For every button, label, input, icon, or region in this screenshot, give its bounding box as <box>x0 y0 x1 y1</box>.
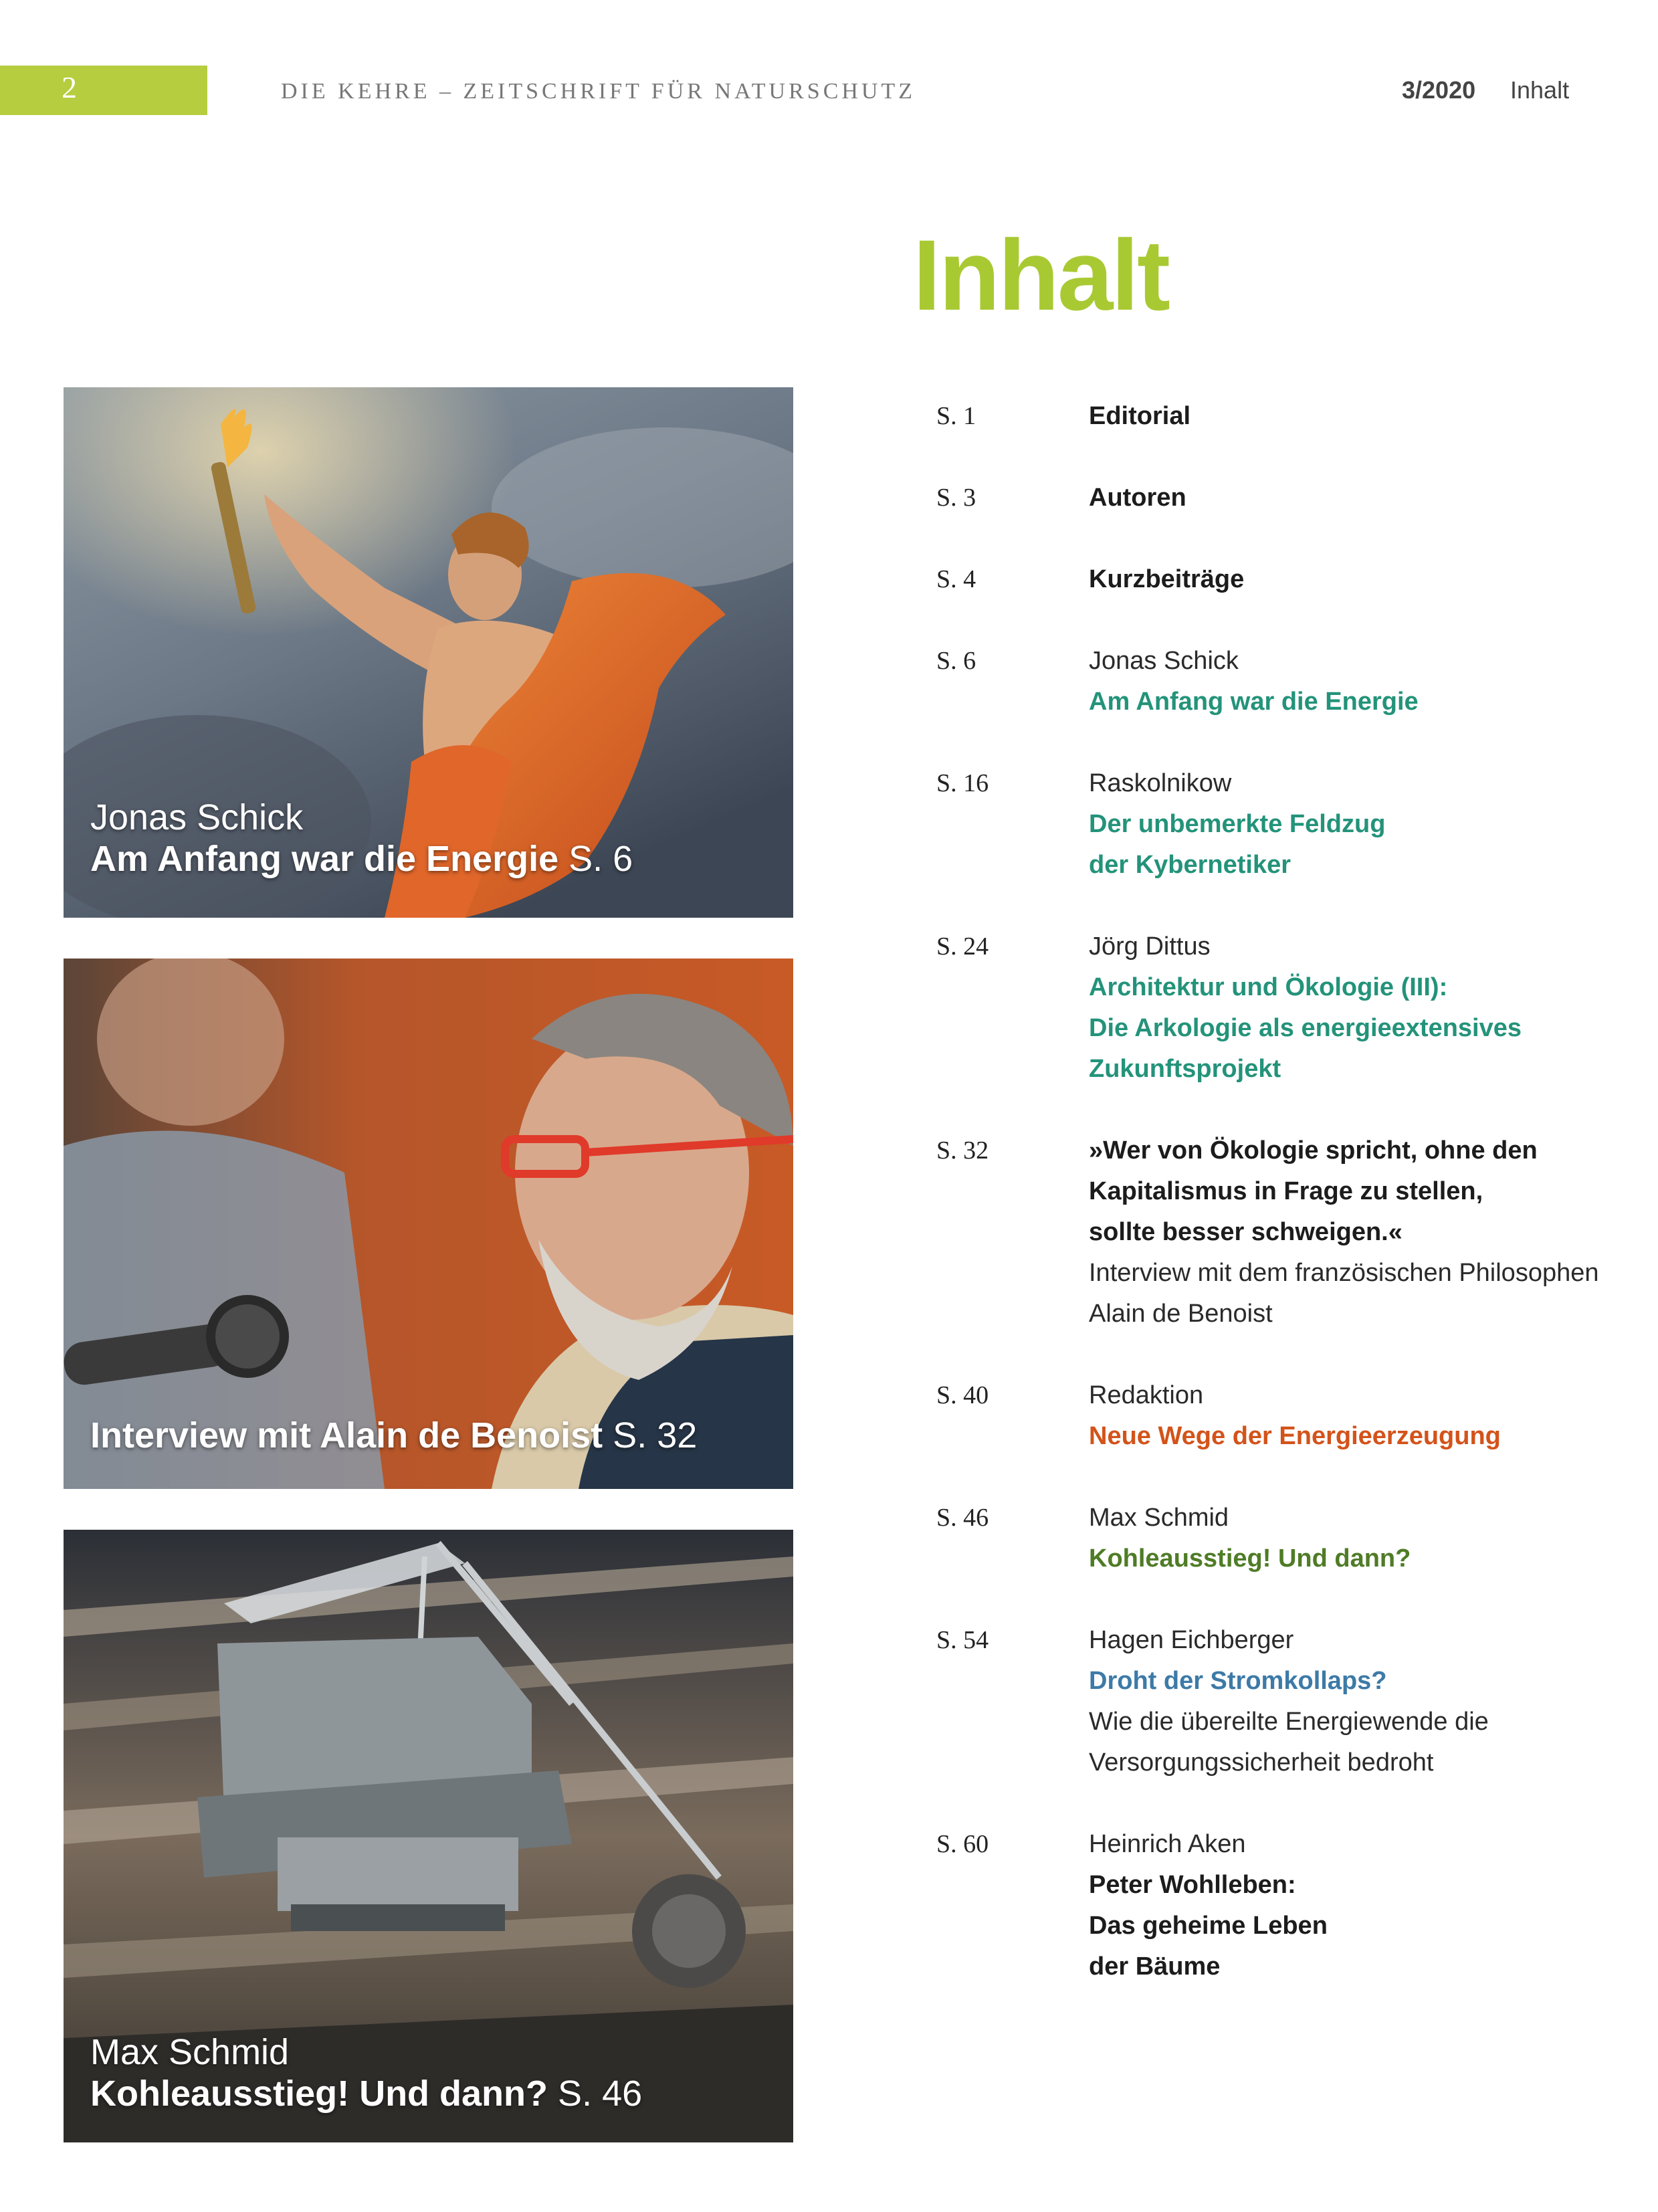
toc-page-number: S. 1 <box>936 402 976 430</box>
feature-caption <box>90 1415 697 1456</box>
toc-title: Am Anfang war die Energie <box>1089 688 1419 716</box>
toc-title: Droht der Stromkollaps? <box>1089 1667 1387 1695</box>
toc-title: Kapitalismus in Frage zu stellen, <box>1089 1177 1483 1205</box>
toc-title: der Kybernetiker <box>1089 851 1291 879</box>
toc-author: Hagen Eichberger <box>1089 1626 1294 1654</box>
magazine-title: DIE KEHRE – ZEITSCHRIFT FÜR NATURSCHUTZ <box>281 79 916 104</box>
toc-page-number: S. 24 <box>936 932 989 961</box>
toc-subtitle: Wie die übereilte Energiewende die <box>1089 1708 1489 1736</box>
page-number-tab <box>0 66 207 115</box>
toc-page-number: S. 16 <box>936 769 989 797</box>
portrait-microphone-image <box>64 959 793 1489</box>
toc-author: Max Schmid <box>1089 1504 1229 1532</box>
toc-title: Das geheime Leben <box>1089 1912 1328 1940</box>
feature-title: Kohleausstieg! Und dann? <box>90 2074 548 2114</box>
toc-author: Raskolnikow <box>1089 769 1232 797</box>
toc-title: der Bäume <box>1089 1952 1221 1981</box>
toc-author: Jörg Dittus <box>1089 932 1211 961</box>
toc-title: Zukunftsprojekt <box>1089 1055 1281 1083</box>
feature-title: Interview mit Alain de Benoist <box>90 1415 603 1455</box>
toc-author: Redaktion <box>1089 1381 1204 1409</box>
toc-title: Neue Wege der Energieerzeugung <box>1089 1422 1501 1450</box>
toc-subtitle: Interview mit dem französischen Philosophen <box>1089 1259 1599 1287</box>
toc-title: Autoren <box>1089 484 1186 512</box>
toc-page-number: S. 4 <box>936 565 976 593</box>
toc-title: Architektur und Ökologie (III): <box>1089 973 1448 1001</box>
page-title: Inhalt <box>913 219 1168 331</box>
feature-card-energie[interactable] <box>64 387 793 918</box>
toc-page-number: S. 32 <box>936 1136 989 1165</box>
feature-author: Jonas Schick <box>90 797 304 837</box>
feature-caption <box>90 797 633 880</box>
toc-page-number: S. 46 <box>936 1504 989 1532</box>
feature-caption <box>90 2031 642 2114</box>
toc-title: Kurzbeiträge <box>1089 565 1245 593</box>
toc-page-number: S. 3 <box>936 484 976 512</box>
feature-title: Am Anfang war die Energie <box>90 839 559 879</box>
toc-title: Peter Wohlleben: <box>1089 1871 1296 1899</box>
toc-subtitle: Versorgungssicherheit bedroht <box>1089 1748 1434 1777</box>
toc-page-number: S. 40 <box>936 1381 989 1409</box>
feature-card-interview[interactable] <box>64 959 793 1489</box>
toc-page-number: S. 54 <box>936 1626 989 1654</box>
toc-page-number: S. 60 <box>936 1830 989 1858</box>
feature-page: S. 6 <box>568 839 633 879</box>
feature-page: S. 32 <box>613 1415 698 1455</box>
feature-card-kohle[interactable] <box>64 1530 793 2142</box>
toc-title: Die Arkologie als energieextensives <box>1089 1014 1522 1042</box>
toc-title: Kohleausstieg! Und dann? <box>1089 1544 1411 1573</box>
feature-author: Max Schmid <box>90 2032 290 2072</box>
toc-title: sollte besser schweigen.« <box>1089 1218 1403 1246</box>
section-label: Inhalt <box>1510 76 1570 104</box>
toc-page-number: S. 6 <box>936 647 976 675</box>
toc-title: »Wer von Ökologie spricht, ohne den <box>1089 1136 1538 1165</box>
page-number: 2 <box>62 70 77 104</box>
feature-page: S. 46 <box>558 2074 643 2114</box>
toc-author: Heinrich Aken <box>1089 1830 1246 1858</box>
issue-number: 3/2020 <box>1402 76 1476 104</box>
toc-subtitle: Alain de Benoist <box>1089 1300 1273 1328</box>
toc-title: Editorial <box>1089 402 1191 430</box>
toc-title: Der unbemerkte Feldzug <box>1089 810 1386 838</box>
toc-author: Jonas Schick <box>1089 647 1239 675</box>
